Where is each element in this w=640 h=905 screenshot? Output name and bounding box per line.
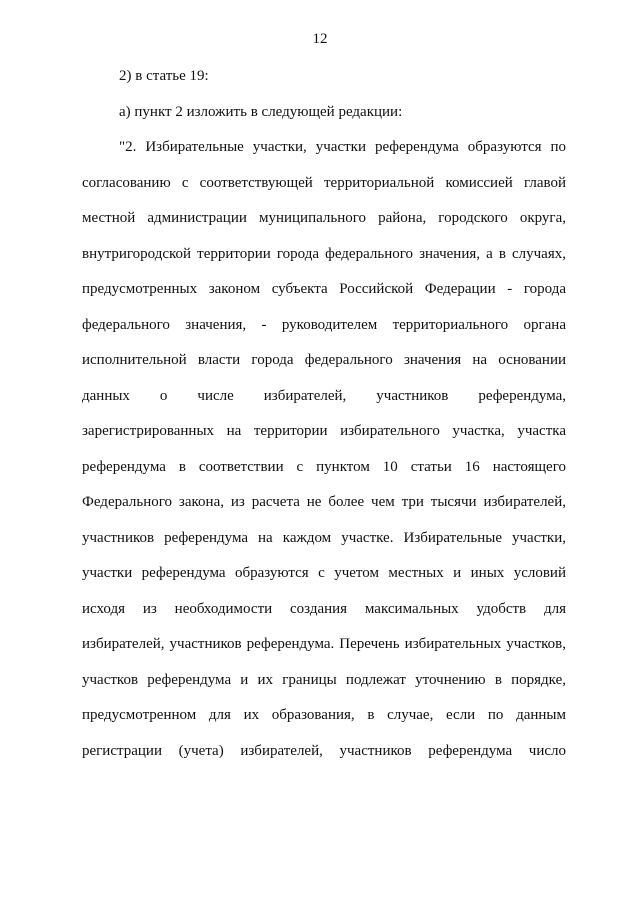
paragraph-line-14: исходя из необходимости создания максимальных удобств для [82,601,566,617]
paragraph-line-13: участки референдума образуются с учетом местных и иных условий [82,565,566,581]
paragraph-line-11: Федерального закона, из расчета не более чем три тысячи избирателей, [82,494,566,510]
subsection-line-point-2: а) пункт 2 изложить в следующей редакции: [119,104,403,120]
paragraph-line-7: исполнительной власти города федерального значения на основании [82,352,566,368]
paragraph-line-3: местной администрации муниципального района, городского округа, [82,210,566,226]
paragraph-line-6: федерального значения, - руководителем территориального органа [82,317,566,333]
section-line-article-19: 2) в статье 19: [119,68,209,84]
paragraph-line-1: "2. Избирательные участки, участки референдума образуются по [119,139,566,155]
paragraph-line-4: внутригородской территории города федерального значения, а в случаях, [82,246,566,262]
paragraph-line-18: регистрации (учета) избирателей, участников референдума число [82,743,566,759]
paragraph-line-16: участков референдума и их границы подлежат уточнению в порядке, [82,672,566,688]
paragraph-line-10: референдума в соответствии с пунктом 10 статьи 16 настоящего [82,459,566,475]
paragraph-line-5: предусмотренных законом субъекта Российской Федерации - города [82,281,566,297]
paragraph-line-12: участников референдума на каждом участке. Избирательные участки, [82,530,566,546]
paragraph-line-2: согласованию с соответствующей территориальной комиссией главой [82,175,566,191]
page-number: 12 [312,31,328,47]
paragraph-line-17: предусмотренном для их образования, в случае, если по данным [82,707,566,723]
paragraph-line-9: зарегистрированных на территории избирательного участка, участка [82,423,566,439]
paragraph-line-15: избирателей, участников референдума. Перечень избирательных участков, [82,636,566,652]
paragraph-line-8: данных о числе избирателей, участников референдума, [82,388,566,404]
